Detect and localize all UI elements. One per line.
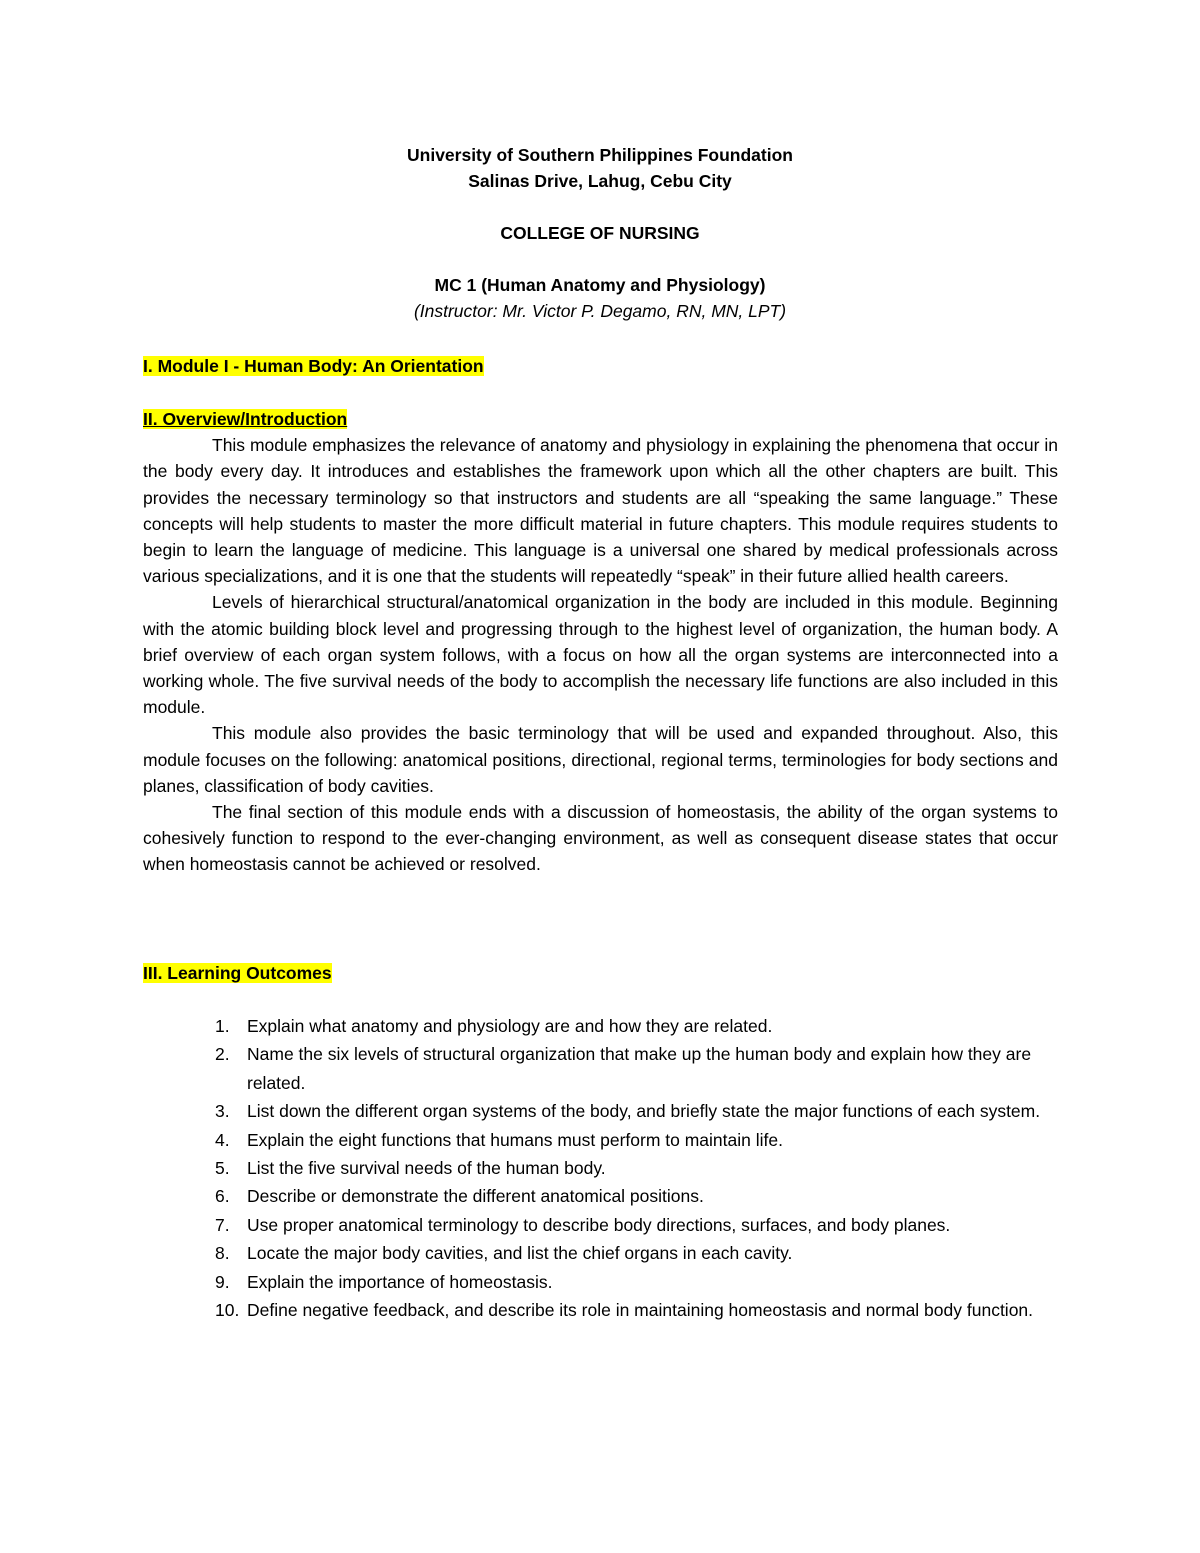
list-number: 4. bbox=[215, 1129, 230, 1150]
list-text: Define negative feedback, and describe its role in maintaining homeostasis and normal body function. bbox=[247, 1300, 1034, 1321]
overview-paragraph: The final section of this module ends with a discussion of homeostasis, the ability of the organ systems to cohesively function to respond to the ever-changing environment, as well as consequent disease states that occur when homeostasis cannot be achieved or resolved. bbox=[143, 802, 1058, 875]
list-number: 1. bbox=[215, 1016, 230, 1036]
list-text: List down the different organ systems of the body, and briefly state the major functions of each system. bbox=[247, 1101, 1041, 1122]
list-item bbox=[143, 1182, 1058, 1210]
document-header bbox=[0, 142, 1200, 324]
list-number: 2. bbox=[215, 1044, 230, 1065]
list-number: 7. bbox=[215, 1214, 230, 1235]
list-text: List the five survival needs of the human body. bbox=[247, 1158, 606, 1179]
overview-paragraph: This module also provides the basic terminology that will be used and expanded throughout. Also, this module focuses on the following: anatomical positions, directional, regional terms, terminologies for body sections and planes, classification of body cavities. bbox=[143, 723, 1058, 796]
list-item bbox=[143, 1296, 1058, 1324]
list-item bbox=[143, 1097, 1058, 1125]
list-text: Name the six levels of structural organization that make up the human body and explain how they are related. bbox=[247, 1044, 1032, 1093]
list-number: 3. bbox=[215, 1101, 230, 1122]
list-item bbox=[143, 1239, 1058, 1267]
list-number: 5. bbox=[215, 1158, 230, 1179]
module-section bbox=[143, 353, 1058, 379]
university-address: Salinas Drive, Lahug, Cebu City bbox=[468, 171, 732, 191]
list-text: Describe or demonstrate the different anatomical positions. bbox=[247, 1186, 704, 1207]
outcomes-title: III. Learning Outcomes bbox=[143, 963, 332, 983]
instructor-line: (Instructor: Mr. Victor P. Degamo, RN, MN, LPT) bbox=[413, 301, 787, 321]
list-text: Explain the importance of homeostasis. bbox=[247, 1271, 553, 1292]
list-text: Locate the major body cavities, and list the chief organs in each cavity. bbox=[247, 1243, 793, 1264]
list-number: 6. bbox=[215, 1186, 230, 1207]
overview-title: II. Overview/Introduction bbox=[143, 409, 348, 429]
college-name: COLLEGE OF NURSING bbox=[500, 223, 700, 243]
list-number: 10. bbox=[215, 1300, 240, 1321]
outcomes-section bbox=[143, 960, 1058, 986]
list-item bbox=[143, 1268, 1058, 1296]
list-item bbox=[143, 1040, 1058, 1097]
list-number: 9. bbox=[215, 1271, 230, 1292]
university-name: University of Southern Philippines Foundation bbox=[407, 145, 793, 165]
overview-paragraph: This module emphasizes the relevance of anatomy and physiology in explaining the phenomena that occur in the body every day. It introduces and establishes the framework upon which all the other chapters are built. This provides the necessary terminology so that instructors and students are all “speaking the same language.” These concepts will help students to master the more difficult material in future chapters. This module requires students to begin to learn the language of medicine. This language is a universal one shared by medical professionals across various specializations, and it is one that the students will repeatedly “speak” in their future allied health careers. bbox=[143, 435, 1058, 587]
list-item bbox=[143, 1126, 1058, 1154]
list-number: 8. bbox=[215, 1243, 230, 1264]
module-title: I. Module I - Human Body: An Orientation bbox=[143, 356, 484, 376]
list-text: Explain what anatomy and physiology are and how they are related. bbox=[247, 1016, 773, 1036]
list-item bbox=[143, 1012, 1058, 1040]
list-text: Explain the eight functions that humans must perform to maintain life. bbox=[247, 1129, 783, 1150]
outcomes-list-wrapper bbox=[143, 1012, 1058, 1324]
list-text: Use proper anatomical terminology to describe body directions, surfaces, and body planes. bbox=[247, 1214, 951, 1235]
list-item bbox=[143, 1154, 1058, 1182]
course-title: MC 1 (Human Anatomy and Physiology) bbox=[434, 275, 766, 295]
outcomes-list bbox=[143, 1012, 1058, 1324]
overview-section bbox=[143, 406, 1058, 878]
overview-paragraph: Levels of hierarchical structural/anatomical organization in the body are included in this module. Beginning with the atomic building block level and progressing through to the highest level of organization, the human body. A brief overview of each organ system follows, with a focus on how all the organ systems are interconnected into a working whole. The five survival needs of the body to accomplish the necessary life functions are also included in this module. bbox=[143, 592, 1058, 718]
list-item bbox=[143, 1211, 1058, 1239]
